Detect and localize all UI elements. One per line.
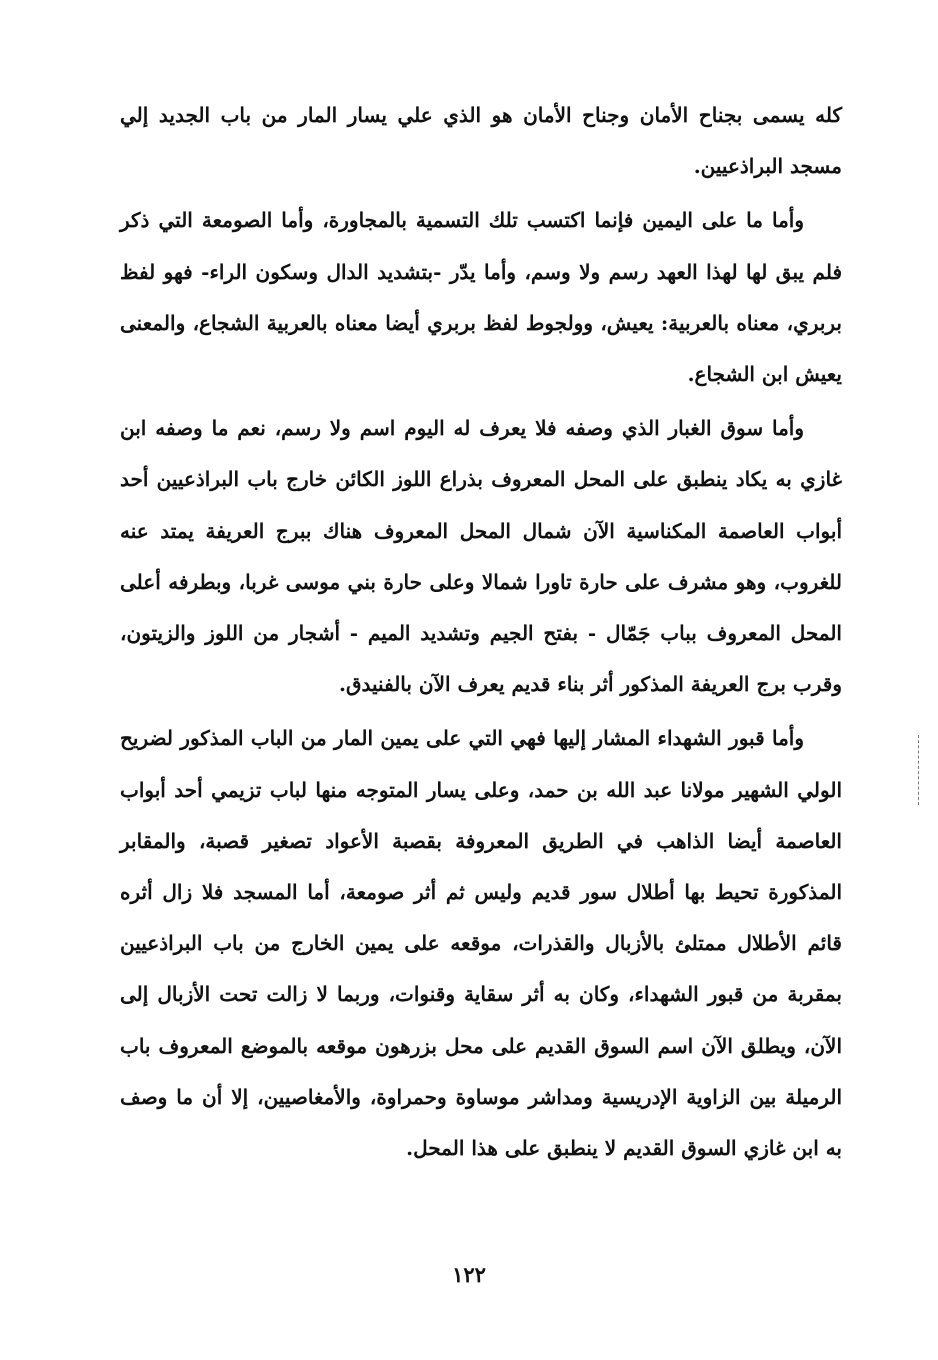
paragraph-3: وأما سوق الغبار الذي وصفه فلا يعرف له اليوم اسم ولا رسم، نعم ما وصفه ابن غازي به يكاد ينطبق على المحل المعروف بذراع اللوز الكائن خارج باب البراذعيين أحد أبواب العاصمة المكناسية الآن شمال المحل المعروف هناك ببرج العريفة يمتد عنه للغروب، وهو مشرف على حارة تاورا شمالا وعلى حارة بني موسى غربا، وبطرفه أعلى المحل المعروف بباب جَمّال - بفتح الجيم وتشديد الميم - أشجار من اللوز والزيتون، وقرب برج العريفة المذكور أثر بناء قديم يعرف الآن بالفنيدق. — [120, 416, 842, 697]
paragraph-1: كله يسمى بجناح الأمان وجناح الأمان هو الذي علي يسار المار من باب الجديد إلي مسجد البراذعيين. — [120, 103, 842, 179]
body-text — [120, 90, 842, 1174]
page-number: ١٢٢ — [452, 1262, 486, 1287]
paragraph-4: وأما قبور الشهداء المشار إليها فهي التي على يمين المار من الباب المذكور لضريح الولي الشهير مولانا عبد الله بن حمد، وعلى يسار المتوجه منها لباب تزيمي أحد أبواب العاصمة أيضا الذاهب في الطريق المعروفة بقصبة الأعواد تصغير قصبة، والمقابر المذكورة تحيط بها أطلال سور قديم وليس ثم أثر صومعة، أما المسجد فلا زال أثره قائم الأطلال ممتلئ بالأزبال والقذرات، موقعه على يمين الخارج من باب البراذعيين بمقربة من قبور الشهداء، وكان به أثر سقاية وقنوات، وربما لا زالت تحت الأزبال إلى الآن، ويطلق الآن اسم السوق القديم على محل بزرهون موقعه بالموضع المعروف باب الرميلة بين الزاوية الإدريسية ومداشر موساوة وحمراوة، والأمغاصيين، إلا أن ما وصف به ابن غازي السوق القديم لا ينطبق على هذا المحل. — [120, 726, 842, 1161]
paragraph-2: وأما ما على اليمين فإنما اكتسب تلك التسمية بالمجاورة، وأما الصومعة التي ذكر فلم يبق لها لهذا العهد رسم ولا وسم، وأما يدّر -بتشديد الدال وسكون الراء- فهو لفظ بربري، معناه بالعربية: يعيش، وولجوط لفظ بربري أيضا معناه بالعربية الشجاع، والمعنى يعيش ابن الشجاع. — [120, 208, 843, 387]
scan-margin-mark — [918, 735, 920, 805]
